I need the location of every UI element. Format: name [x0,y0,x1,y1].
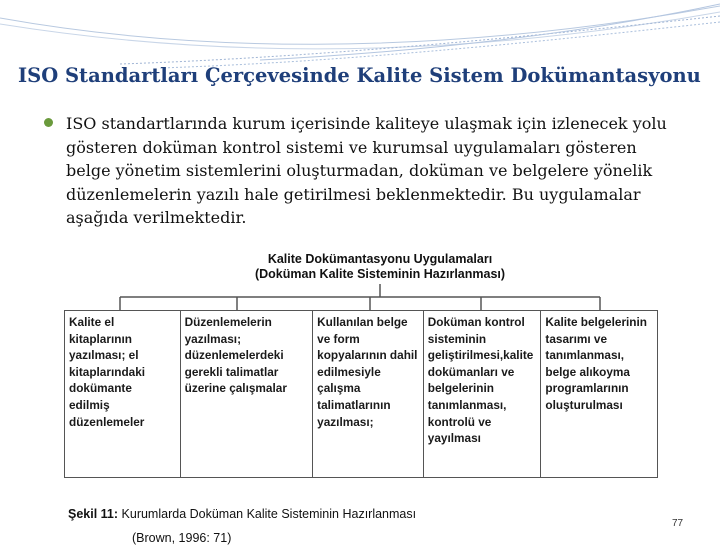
diagram-title-line2: (Doküman Kalite Sisteminin Hazırlanması) [254,267,506,281]
diagram-box-3: Kullanılan belge ve form kopyalarının dahil edilmesiyle çalışma talimatlarının yazılması; [313,311,424,477]
figure-caption-label: Şekil 11: [68,507,119,521]
figure-caption [68,507,416,521]
slide-title: ISO Standartları Çerçevesinde Kalite Sistem Dokümantasyonu [18,64,701,87]
diagram-box-1: Kalite el kitaplarının yazılması; el kitaplarındaki dokümante edilmiş düzenlemeler [65,311,181,477]
bullet-text: ISO standartlarında kurum içerisinde kaliteye ulaşmak için izlenecek yolu gösteren doküman kontrol sistemi ve kurumsal uygulamaları gösteren belge yönetim sistemlerini oluşturmadan, doküman ve belgelere yönelik düzenlemelerin yazılı hale getirilmesi beklenmektedir. Bu uygulamalar aşağıda verilmektedir. [66,114,667,227]
diagram-box-4: Doküman kontrol sisteminin geliştirilmesi,kalite dokümanları ve belgelerinin tanımlanması, kontrolü ve yayılması [424,311,542,477]
diagram-boxes [64,310,658,478]
figure-source: (Brown, 1996: 71) [132,531,232,545]
diagram-box-2: Düzenlemelerin yazılması; düzenlemelerdeki gerekli talimatlar üzerine çalışmalar [181,311,314,477]
diagram-title [210,252,550,282]
figure-caption-text: Kurumlarda Doküman Kalite Sisteminin Hazırlanması [121,507,417,521]
diagram-title-line1: Kalite Dokümantasyonu Uygulamaları [267,252,493,266]
diagram-box-5: Kalite belgelerinin tasarımı ve tanımlanması, belge alıkoyma programlarının oluşturulması [545,315,648,412]
page-number: 77 [672,518,684,529]
bullet-dot-icon [44,118,53,127]
bullet-item [44,112,674,230]
